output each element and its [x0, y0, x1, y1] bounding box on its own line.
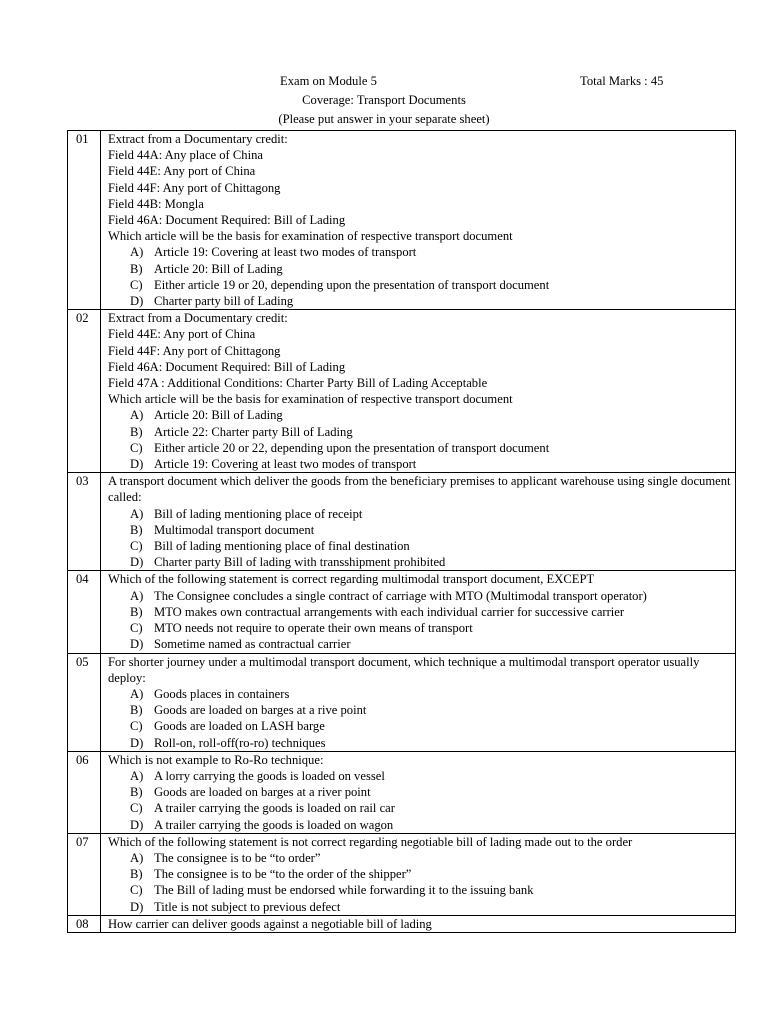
option-text: Goods are loaded on LASH barge	[154, 719, 325, 734]
answer-option	[108, 261, 731, 277]
option-text: Bill of lading mentioning place of receipt	[154, 506, 363, 521]
option-text: The Consignee concludes a single contract of carriage with MTO (Multimodal transport operator)	[154, 588, 647, 603]
question-row	[68, 131, 736, 310]
option-text: A trailer carrying the goods is loaded on rail car	[154, 801, 395, 816]
option-text: Either article 20 or 22, depending upon the presentation of transport document	[154, 440, 550, 455]
option-text: MTO makes own contractual arrangements with each individual carrier for successive carrier	[154, 604, 625, 619]
option-text: Article 20: Bill of Lading	[154, 261, 283, 276]
answer-option	[108, 866, 731, 882]
option-text: Bill of lading mentioning place of final destination	[154, 539, 410, 554]
question-number: 02	[68, 310, 101, 473]
option-text: Multimodal transport document	[154, 522, 315, 537]
answer-option	[108, 817, 731, 833]
option-text: Article 19: Covering at least two modes of transport	[154, 457, 417, 472]
question-table	[67, 130, 736, 933]
option-letter: B)	[130, 785, 143, 800]
option-text: Sometime named as contractual carrier	[154, 637, 351, 652]
question-stem-line: Which article will be the basis for examination of respective transport document	[108, 392, 513, 407]
option-letter: C)	[130, 539, 143, 554]
option-letter: D)	[130, 294, 144, 309]
answer-option	[108, 277, 731, 293]
option-text: Goods are loaded on barges at a river point	[154, 785, 371, 800]
question-stem-line: Which of the following statement is correct regarding multimodal transport document, EXCEPT	[108, 572, 595, 587]
answer-option	[108, 538, 731, 554]
question-body	[101, 571, 736, 653]
option-letter: A)	[130, 768, 144, 783]
option-letter: B)	[130, 261, 143, 276]
question-stem-line: For shorter journey under a multimodal transport document, which technique a multimodal transport operator usually deploy:	[108, 654, 700, 685]
coverage-line: Coverage: Transport Documents	[302, 93, 466, 107]
question-number: 03	[68, 473, 101, 571]
option-letter: D)	[130, 817, 144, 832]
option-letter: D)	[130, 457, 144, 472]
option-text: Goods places in containers	[154, 686, 290, 701]
question-stem-line: How carrier can deliver goods against a negotiable bill of lading	[108, 916, 432, 931]
answer-option	[108, 784, 731, 800]
question-stem-line: Which is not example to Ro-Ro technique:	[108, 752, 324, 767]
question-body	[101, 131, 736, 310]
question-number: 04	[68, 571, 101, 653]
answer-option	[108, 620, 731, 636]
answer-option	[108, 588, 731, 604]
option-letter: C)	[130, 883, 143, 898]
option-text: A trailer carrying the goods is loaded on wagon	[154, 817, 394, 832]
option-text: Article 22: Charter party Bill of Lading	[154, 424, 353, 439]
question-stem-line: Field 44F: Any port of Chittagong	[108, 180, 281, 195]
question-stem-line: Field 44B: Mongla	[108, 196, 204, 211]
option-letter: D)	[130, 637, 144, 652]
question-number: 07	[68, 833, 101, 915]
option-letter: B)	[130, 522, 143, 537]
question-number: 05	[68, 653, 101, 751]
option-letter: B)	[130, 604, 143, 619]
question-number: 01	[68, 131, 101, 310]
option-text: Either article 19 or 20, depending upon the presentation of transport document	[154, 277, 550, 292]
option-letter: D)	[130, 899, 144, 914]
option-letter: A)	[130, 245, 144, 260]
question-row	[68, 310, 736, 473]
answer-option	[108, 882, 731, 898]
option-text: MTO needs not require to operate their own means of transport	[154, 621, 473, 636]
option-letter: A)	[130, 850, 144, 865]
question-number: 08	[68, 915, 101, 932]
answer-option	[108, 768, 731, 784]
question-stem-line: Field 44E: Any port of China	[108, 164, 256, 179]
question-row	[68, 653, 736, 751]
option-letter: C)	[130, 440, 143, 455]
answer-option	[108, 293, 731, 309]
question-row	[68, 833, 736, 915]
option-letter: D)	[130, 735, 144, 750]
answer-option	[108, 407, 731, 423]
exam-title: Exam on Module 5	[280, 74, 377, 88]
answer-option	[108, 686, 731, 702]
option-letter: B)	[130, 867, 143, 882]
answer-option	[108, 850, 731, 866]
option-text: Goods are loaded on barges at a rive point	[154, 703, 367, 718]
question-stem-line: Field 46A: Document Required: Bill of Lading	[108, 213, 346, 228]
question-stem-line: Field 44F: Any port of Chittagong	[108, 343, 281, 358]
exam-header	[0, 73, 768, 130]
question-body	[101, 473, 736, 571]
option-letter: A)	[130, 506, 144, 521]
option-letter: D)	[130, 555, 144, 570]
answer-option	[108, 604, 731, 620]
option-letter: C)	[130, 801, 143, 816]
question-row	[68, 473, 736, 571]
answer-option	[108, 702, 731, 718]
option-text: Charter party bill of Lading	[154, 294, 294, 309]
question-stem-line: Extract from a Documentary credit:	[108, 311, 288, 326]
option-text: Article 19: Covering at least two modes of transport	[154, 245, 417, 260]
question-stem-line: A transport document which deliver the goods from the beneficiary premises to applicant warehouse using single document called:	[108, 474, 731, 505]
option-letter: C)	[130, 719, 143, 734]
answer-option	[108, 636, 731, 652]
question-stem-line: Which of the following statement is not correct regarding negotiable bill of lading made out to the order	[108, 834, 633, 849]
question-row	[68, 751, 736, 833]
option-text: Title is not subject to previous defect	[154, 899, 341, 914]
option-letter: B)	[130, 703, 143, 718]
question-row	[68, 915, 736, 932]
question-stem-line: Field 44E: Any port of China	[108, 327, 256, 342]
question-body	[101, 653, 736, 751]
answer-option	[108, 554, 731, 570]
answer-option	[108, 244, 731, 260]
question-stem-line: Field 47A : Additional Conditions: Charter Party Bill of Lading Acceptable	[108, 376, 488, 391]
answer-option	[108, 440, 731, 456]
answer-option	[108, 735, 731, 751]
option-letter: A)	[130, 686, 144, 701]
option-text: The consignee is to be “to order”	[154, 850, 321, 865]
instruction-line: (Please put answer in your separate sheet)	[278, 112, 490, 126]
option-text: The Bill of lading must be endorsed while forwarding it to the issuing bank	[154, 883, 534, 898]
question-stem-line: Which article will be the basis for examination of respective transport document	[108, 229, 513, 244]
answer-option	[108, 800, 731, 816]
question-stem-line: Field 44A: Any place of China	[108, 148, 263, 163]
question-stem-line: Extract from a Documentary credit:	[108, 132, 288, 146]
option-text: A lorry carrying the goods is loaded on vessel	[154, 768, 385, 783]
question-stem-line: Field 46A: Document Required: Bill of Lading	[108, 359, 346, 374]
question-row	[68, 571, 736, 653]
option-letter: C)	[130, 621, 143, 636]
question-body	[101, 915, 736, 932]
answer-option	[108, 718, 731, 734]
question-number: 06	[68, 751, 101, 833]
option-letter: C)	[130, 277, 143, 292]
answer-option	[108, 899, 731, 915]
answer-option	[108, 522, 731, 538]
answer-option	[108, 506, 731, 522]
answer-option	[108, 456, 731, 472]
total-marks: Total Marks : 45	[580, 74, 664, 88]
question-body	[101, 833, 736, 915]
option-text: Article 20: Bill of Lading	[154, 408, 283, 423]
question-body	[101, 751, 736, 833]
answer-option	[108, 424, 731, 440]
option-text: The consignee is to be “to the order of the shipper”	[154, 867, 412, 882]
question-body	[101, 310, 736, 473]
option-letter: B)	[130, 424, 143, 439]
option-letter: A)	[130, 408, 144, 423]
option-letter: A)	[130, 588, 144, 603]
option-text: Charter party Bill of lading with transshipment prohibited	[154, 555, 446, 570]
option-text: Roll-on, roll-off(ro-ro) techniques	[154, 735, 326, 750]
